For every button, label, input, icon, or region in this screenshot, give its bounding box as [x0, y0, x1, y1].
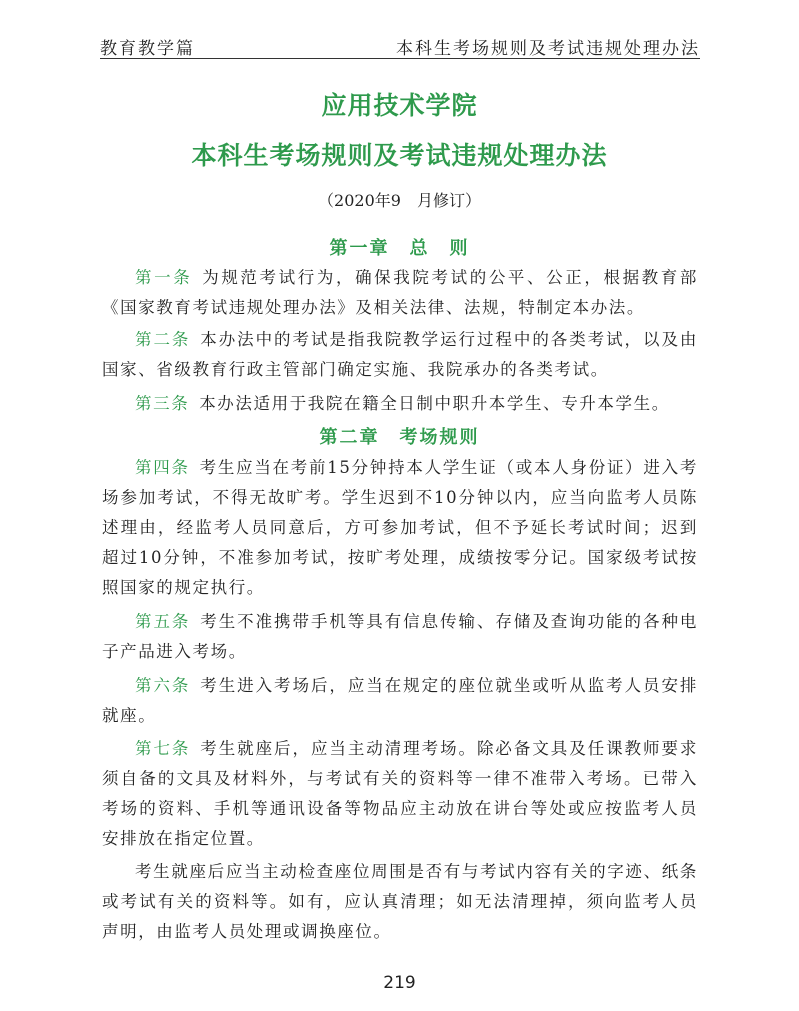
article-text: 本办法适用于我院在籍全日制中职升本学生、专升本学生。: [199, 394, 670, 413]
article-text: 考生不准携带手机等具有信息传输、存储及查询功能的各种电子产品进入考场。: [102, 612, 698, 661]
article-label: 第一条: [135, 268, 193, 287]
chapter-heading-1: 第一章 总 则: [329, 238, 470, 259]
article-label: 第二条: [135, 330, 191, 349]
article-text: 考生应当在考前15分钟持本人学生证（或本人身份证）进入考场参加考试，不得无故旷考。学生迟到不10分钟以内，应当向监考人员陈述理由，经监考人员同意后，方可参加考试，但不予延长考试时间；迟到超过10分钟，不准参加考试，按旷考处理，成绩按零分记。国家级考试按照国家的规定执行。: [102, 458, 698, 597]
article-paragraph: [102, 453, 698, 603]
revision-note: （2020年9 月修订）: [318, 191, 481, 210]
article-text: 考生就座后，应当主动清理考场。除必备文具及任课教师要求须自备的文具及材料外，与考试有关的资料等一律不准带入考场。已带入考场的资料、手机等通讯设备等物品应主动放在讲台等处或应按监考人员安排放在指定位置。: [102, 739, 698, 848]
document-title-line-2: 本科生考场规则及考试违规处理办法: [191, 141, 608, 170]
article-paragraph: [102, 671, 698, 731]
article-label: 第六条: [135, 676, 191, 695]
running-header: [100, 30, 700, 59]
article-label: 第三条: [135, 394, 190, 413]
article-paragraph: [102, 389, 698, 419]
header-document-title: 本科生考场规则及考试违规处理办法: [396, 39, 700, 59]
page-number: 219: [383, 973, 416, 993]
article-paragraph: [102, 734, 698, 854]
article-label: 第五条: [135, 612, 191, 631]
article-label: 第七条: [135, 739, 191, 758]
chapter-heading-2: 第二章 考场规则: [319, 427, 480, 448]
article-text: 考生进入考场后，应当在规定的座位就坐或听从监考人员安排就座。: [102, 676, 698, 725]
article-text: 本办法中的考试是指我院教学运行过程中的各类考试，以及由国家、省级教育行政主管部门确定实施、我院承办的各类考试。: [102, 330, 698, 379]
article-paragraph: [102, 325, 698, 385]
article-text: 为规范考试行为，确保我院考试的公平、公正，根据教育部《国家教育考试违规处理办法》及相关法律、法规，特制定本办法。: [102, 268, 698, 317]
header-section-name: 教育教学篇: [100, 39, 195, 59]
document-title-line-1: 应用技术学院: [321, 91, 478, 120]
body-paragraph: 考生就座后应当主动检查座位周围是否有与考试内容有关的字迹、纸条或考试有关的资料等。如有，应认真清理；如无法清理掉，须向监考人员声明，由监考人员处理或调换座位。: [102, 862, 698, 941]
article-paragraph: [102, 607, 698, 667]
article-paragraph: [102, 263, 698, 323]
article-label: 第四条: [135, 458, 190, 477]
